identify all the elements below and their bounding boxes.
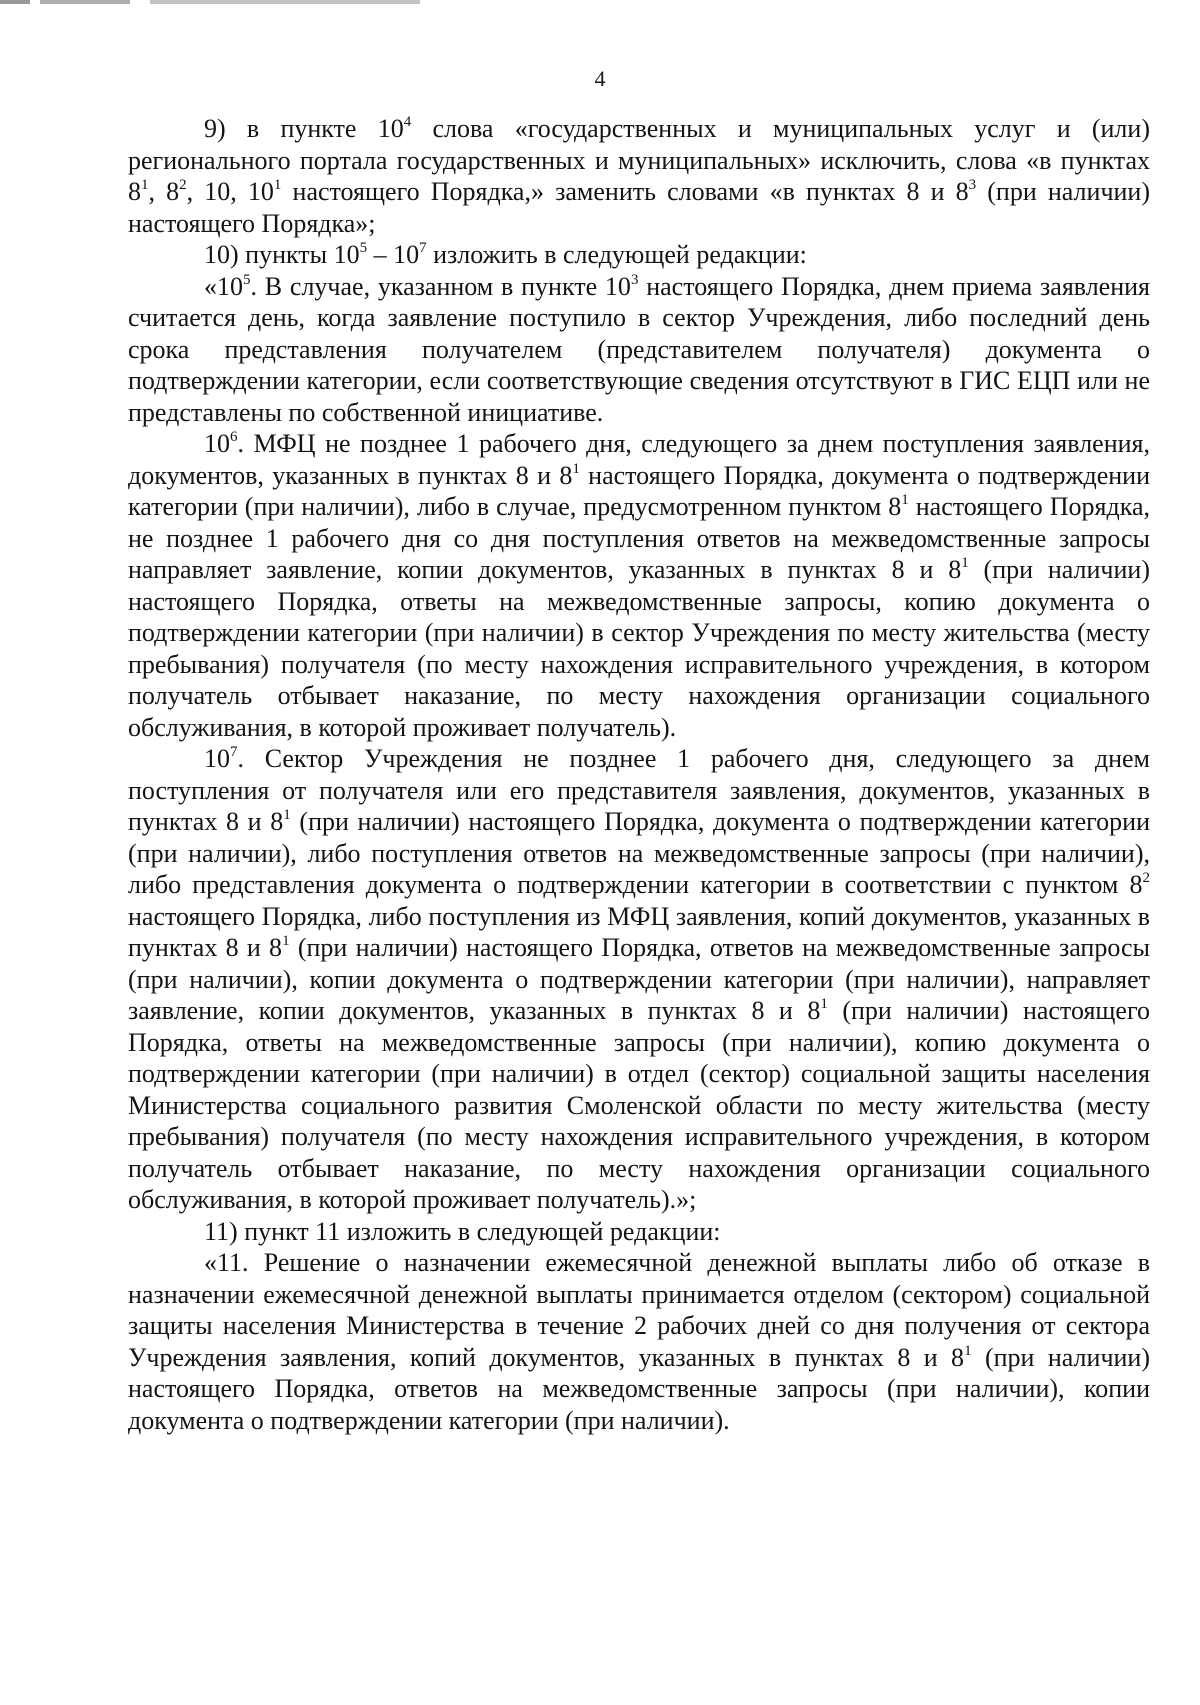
paragraph-item-9 (128, 113, 1150, 239)
superscript-index: 1 (282, 933, 290, 949)
text-segment: (при наличии) настоящего Порядка, документа о подтверждении категории (при наличии), либо поступления ответов на межведомственные запросы (при наличии), либо представления документа о подтверждении категории в соответствии с пунктом 8 (128, 807, 1150, 899)
paragraph-point-10-5 (128, 271, 1150, 429)
document-body (128, 113, 1150, 1436)
text-segment: , 8 (148, 177, 180, 206)
superscript-index: 1 (141, 177, 149, 193)
superscript-index: 1 (572, 460, 580, 477)
text-segment: , 10, 10 (186, 177, 274, 206)
text-segment: 11) пункт 11 изложить в следующей редакции: (204, 1216, 721, 1246)
superscript-index: 2 (179, 177, 187, 193)
scan-top-edge (0, 0, 1200, 4)
paragraph-point-10-7 (128, 743, 1150, 1216)
paragraph-point-10-6 (128, 428, 1150, 743)
superscript-index: 7 (230, 744, 238, 760)
text-segment: слова «государственных и муниципальных услуг и (или) регионального портала государственных и муниципальных» исключить, слова «в пунктах 8 (128, 114, 1150, 206)
text-segment: 10) пункты 10 (204, 240, 360, 269)
text-segment: настоящего Порядка, днем приема заявления считается день, когда заявление поступило в сектор Учреждения, либо последний день срока представления получателем (представителем получателя) документа о подтверждении категории, если соответствующие сведения отсутствуют в ГИС ЕЦП или не представлены по собственной инициативе. (128, 271, 1151, 427)
text-segment: «11. Решение о назначении ежемесячной денежной выплаты либо об отказе в назначении ежемесячной денежной выплаты принимается отделом (сектором) социальной защиты населения Министерства в течение 2 рабочих дней со дня получения от сектора Учреждения заявления, копий документов, указанных в пунктах 8 и 8 (128, 1248, 1150, 1372)
text-segment: . МФЦ не позднее 1 рабочего дня, следующего за днем поступления заявления, документов, указанных в пунктах 8 и 8 (128, 429, 1150, 490)
superscript-index: 1 (273, 177, 282, 193)
superscript-index: 5 (243, 271, 251, 288)
text-segment: 10 (204, 429, 230, 458)
superscript-index: 2 (1142, 870, 1150, 886)
paragraph-point-11 (128, 1247, 1150, 1436)
superscript-index: 1 (901, 492, 909, 508)
superscript-index: 1 (283, 807, 291, 823)
superscript-index: 1 (961, 555, 969, 571)
text-segment: настоящего Порядка, либо поступления из МФЦ заявления, копий документов, указанных в пунктах 8 и 8 (128, 901, 1150, 962)
superscript-index: 3 (968, 177, 977, 193)
page-number: 4 (594, 66, 606, 91)
superscript-index: 5 (359, 240, 368, 256)
text-segment: (при наличии) настоящего Порядка, ответов на межведомственные запросы (при наличии), копии документа о подтверждении категории (при наличии), направляет заявление, копии документов, указанных в пунктах 8 и 8 (128, 933, 1150, 1025)
text-segment: – 10 (367, 240, 420, 269)
text-segment: изложить в следующей редакции: (426, 240, 807, 269)
text-segment: (при наличии) настоящего Порядка, ответов на межведомственные запросы (при наличии), копии документа о подтверждении категории (при наличии). (128, 1342, 1151, 1435)
paragraph-item-10 (128, 239, 1150, 271)
superscript-index: 3 (630, 271, 639, 288)
text-segment: настоящего Порядка,» заменить словами «в пунктах 8 и 8 (281, 177, 969, 206)
superscript-index: 4 (403, 114, 412, 130)
text-segment: «10 (204, 271, 243, 301)
text-segment: . В случае, указанном в пункте 10 (250, 271, 631, 301)
text-segment: настоящего Порядка, документа о подтверждении категории (при наличии), либо в случае, предусмотренном пунктом 8 (128, 460, 1151, 521)
text-segment: . Сектор Учреждения не позднее 1 рабочего дня, следующего за днем поступления от получателя или его представителя заявления, документов, указанных в пунктах 8 и 8 (128, 744, 1150, 836)
paragraph-item-11 (128, 1216, 1150, 1248)
text-segment: (при наличии) настоящего Порядка, ответы на межведомственные запросы, копию документа о подтверждении категории (при наличии) в сектор Учреждения по месту жительства (месту пребывания) получателя (по месту нахождения исправительного учреждения, в котором получатель отбывает наказание, по месту нахождения организации социального обслуживания, в которой проживает получатель). (128, 555, 1150, 742)
superscript-index: 6 (230, 429, 238, 445)
text-segment: (при наличии) настоящего Порядка»; (128, 177, 1151, 238)
text-segment: (при наличии) настоящего Порядка, ответы на межведомственные запросы (при наличии), копию документа о подтверждении категории (при наличии) в отдел (сектор) социальной защиты населения Министерства социального развития Смоленской области по месту жительства (месту пребывания) получателя (по месту нахождения исправительного учреждения, в котором получатель отбывает наказание, по месту нахождения организации социального обслуживания, в которой проживает получатель).»; (128, 996, 1150, 1214)
text-segment: настоящего Порядка, не позднее 1 рабочего дня со дня поступления ответов на межведомственные запросы направляет заявление, копии документов, указанных в пунктах 8 и 8 (128, 492, 1150, 584)
superscript-index: 1 (820, 996, 828, 1012)
superscript-index: 1 (964, 1342, 972, 1359)
text-segment: 10 (204, 744, 230, 773)
superscript-index: 7 (419, 240, 427, 256)
text-segment: 9) в пункте 10 (204, 114, 404, 143)
